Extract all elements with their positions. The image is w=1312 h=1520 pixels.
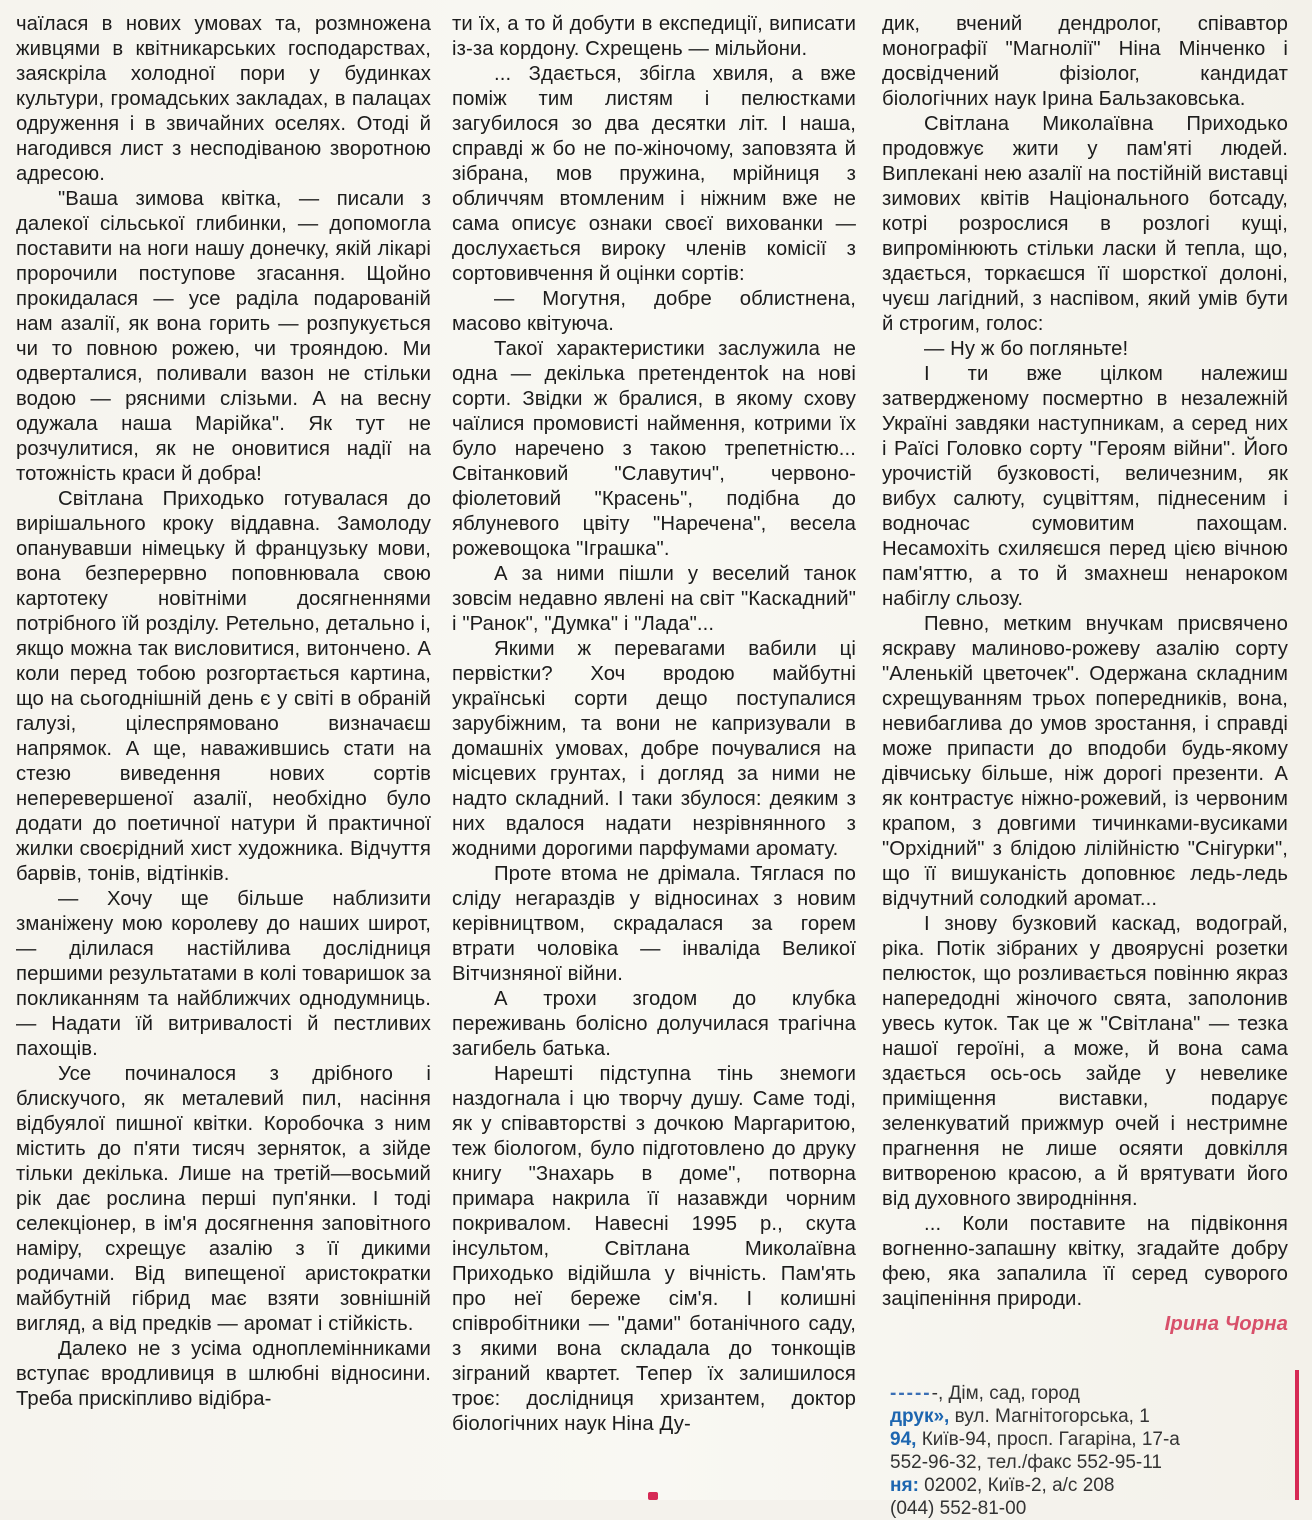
imprint-label: друк», <box>890 1406 950 1427</box>
publisher-imprint <box>890 1382 1290 1519</box>
paragraph: Певно, метким внучкам присвячено яскраву малиново-рожеву азалію сорту "Аленькій цветочек". Одержана складним схрещуванням трьох попередників, вона, невибаглива до умов зростання, і справді може припасти до вподоби будь-якому дівчиську більше, ніж дорогі презенти. А як контрастує ніжно-рожевий, із червоним крапом, з довгими тичинками-вусиками "Орхідний" з блідою лілійністю "Снігурки", що її вишуканість доповнює ледь-ледь відчутний солодкий аромат... <box>882 613 1288 910</box>
paragraph: ... Здається, збігла хвиля, а вже поміж тим листям і пелюстками загубилося зо два десятки літ. І наша, справді ж бо не по-жіночому, заповзята й зібрана, мов пружина, мрійниця з обличчям втомленим і ніжним вже не сама описує ознаки своєї вихованки — дослухається вироку членів комісії з сортовивчення й оцінки сортів: <box>452 63 856 285</box>
page-edge-bar <box>1295 1370 1299 1500</box>
paragraph: "Ваша зимова квітка, — писали з далекої сільської глибинки, — допомогла поставити на ноги нашу донечку, якій лікарі пророчили поступове згасання. Щойно прокидалася — усе раділа подарованій нам азалії, як вона горить — розпукується чи то повною рожею, чи трояндою. Ми одверталися, поливали вазон не стільки водою — рясними слізьми. А на весну одужала наша Марійка". Як тут не розчулитися, як не оновитися надії на тотожність краси й добра! <box>16 188 431 485</box>
paragraph: дик, вчений дендролог, співавтор монографії "Магнолії" Ніна Мінченко і досвідчений фізіолог, кандидат біологічних наук Ірина Бальзаковська. <box>882 13 1288 110</box>
imprint-line <box>890 1497 1290 1519</box>
paragraph: — Хочу ще більше наблизити зманіжену мою королеву до наших широт, — ділилася настійлива дослідниця першими результатами в колі товаришок за покликанням та найближчих однодумниць. — Надати їй витривалості й пестливих пахощів. <box>16 888 431 1060</box>
paragraph: — Могутня, добре облистнена, масово квітуюча. <box>452 288 856 335</box>
article-column-1 <box>16 12 431 1412</box>
imprint-text: (044) 552-81-00 <box>890 1498 1027 1519</box>
imprint-text: Київ-94, просп. Гагаріна, 17-а <box>921 1429 1180 1450</box>
paragraph: ти їх, а то й добути в експедиції, виписати із-за кордону. Схрещень — мільйони. <box>452 13 856 60</box>
paragraph: А за ними пішли у веселий танок зовсім недавно явлені на світ "Каскадний" і "Ранок", "Думка" і "Лада"... <box>452 563 856 635</box>
paragraph: — Ну ж бо погляньте! <box>924 338 1129 360</box>
paragraph: І ти вже цілком належиш затвердженому посмертно в незалежній Україні завдяки наступникам, а серед них і Раїсі Головко сорту "Героям війни". Його урочистій бузковості, величезним, як вибух салюту, суцвіттям, піднесеним і водночас сумовитим пахощам. Несамохіть схиляєшся перед цією вічною пам'яттю, а то й змахнеш ненароком набіглу сльозу. <box>882 363 1288 610</box>
imprint-text: 552-96-32, тел./факс 552-95-11 <box>890 1452 1162 1473</box>
imprint-label: 94, <box>890 1429 917 1450</box>
imprint-line <box>890 1474 1290 1497</box>
imprint-line <box>890 1428 1290 1451</box>
page-corner-mark <box>648 1492 658 1500</box>
imprint-text: вул. Магнітогорська, 1 <box>954 1406 1150 1427</box>
paragraph: Якими ж перевагами вабили ці первістки? Хоч вродою майбутні українські сорти дещо поступалися зарубіжним, та вони не капризували в домашніх умовах, добре почувалися на місцевих грунтах, і догляд за ними не надто складний. І таки збулося: деяким з них вдалося надати незрівнянного з жодними дорогими парфумами аромату. <box>452 638 856 860</box>
paragraph: чаїлася в нових умовах та, розмножена живцями в квітникарських господарствах, заяскріла холодної пори у будинках культури, громадських закладах, в палацах одруження і в звичайних оселях. Отоді й нагодився лист з несподіваною зворотною адресою. <box>16 13 431 185</box>
imprint-line <box>890 1405 1290 1428</box>
paragraph: Далеко не з усіма одноплемінниками вступає вродливиця в шлюбні відносини. Треба прискіпливо відібра- <box>16 1338 431 1410</box>
imprint-line <box>890 1451 1290 1474</box>
paragraph: А трохи згодом до клубка переживань болісно долучилася трагічна загибель батька. <box>452 988 856 1060</box>
paragraph: Проте втома не дрімала. Тяглася по сліду негараздів у відносинах з новим керівництвом, скрадалася за горем втрати чоловіка — інваліда Великої Вітчизняної війни. <box>452 863 856 985</box>
paragraph: Нарешті підступна тінь знемоги наздогнала і цю творчу душу. Саме тоді, як у співавторстві з дочкою Маргаритою, теж біологом, було підготовлено до друку книгу "Знахарь в доме", потворна примара накрила її назавжди чорним покривалом. Навесні 1995 р., скута інсультом, Світлана Миколаївна Приходько відійшла у вічність. Пам'ять про неї береже сім'я. І колишні співробітники — "дами" ботанічного саду, з якими вона складала до тонкощів зіграний квартет. Тепер їх залишилося троє: дослідниця хризантем, доктор біологічних наук Ніна Ду- <box>452 1063 856 1435</box>
paragraph: І знову бузковий каскад, водограй, ріка. Потік зібраних у двоярусні розетки пелюсток, що розливається повінню якраз напередодні жіночого свята, заполонив увесь куток. Так це ж "Світлана" — тезка нашої героїні, а може, й вона сама здається ось-ось зайде у невелике приміщення виставки, подарує зеленкуватий прижмур очей і нестримне прагнення не лише осяяти довкілля витвореною красою, а й врятувати його від духовного звиродніння. <box>882 913 1288 1210</box>
article-author: Ірина Чорна <box>1164 1313 1288 1335</box>
paragraph: Світлана Миколаївна Приходько продовжує жити у пам'яті людей. Виплекані нею азалії на постійній виставці зимових квітів Національного ботсаду, котрі розрослися в розлогі кущі, випромінюють стільки ласки й тепла, що, здається, торкаєшся її шорсткої долоні, чуєш лагідний, з наспівом, який умів бути й строгим, голос: <box>882 113 1288 335</box>
article-column-2 <box>452 12 856 1437</box>
imprint-text: -, Дім, сад, город <box>931 1383 1080 1404</box>
article-column-3 <box>882 12 1288 1337</box>
paragraph: Такої характеристики заслужила не одна — декілька претендентok на нові сорти. Звідки ж бралися, в якому схову чаїлися промовисті наймення, котрими їх було наречено з такою трепетністю... Світанковий "Славутич", червоно-фіолетовий "Красень", подібна до яблуневого цвіту "Наречена", весела рожевощока "Іграшка". <box>452 338 856 560</box>
imprint-text: 02002, Київ-2, а/с 208 <box>924 1475 1115 1496</box>
imprint-line <box>890 1382 1290 1405</box>
imprint-label: ня: <box>890 1475 919 1496</box>
paragraph: ... Коли поставите на підвіконня вогненно-запашну квітку, згадайте добру фею, яка запалила її серед суворого заціпеніння природи. <box>882 1213 1288 1310</box>
paragraph: Усе починалося з дрібного і блискучого, як металевий пил, насіння відбуялої пишної квітки. Коробочка з ним містить до п'яти тисяч зерняток, а зійде тільки декілька. Лише на третій—восьмий рік дає рослина перші пуп'янки. І тоді селекціонер, в ім'я досягнення заповітного наміру, схрещує азалію з її дикими родичами. Від випещеної аристократки майбутній гібрид має взяти зовнішній вигляд, а від предків — аромат і стійкість. <box>16 1063 431 1335</box>
imprint-dashes: ----- <box>890 1383 932 1404</box>
paragraph: Світлана Приходько готувалася до вирішального кроку віддавна. Замолоду опанувавши німецьку й французьку мови, вона безперервно поповнювала свою картотеку новітніми досягненнями потрібного їй розділу. Ретельно, детально і, якщо можна так висловитися, витончено. А коли перед тобою розгортається картина, що на сьогоднішній день є у світі в обраній галузі, цілеспрямовано визначаєш напрямок. А ще, наважившись стати на стезю виведення нових сортів неперевершеної азалії, необхідно було додати до поетичної натури й практичної жилки своєрідний хист художника. Відчуття барвів, тонів, відтінків. <box>16 488 431 885</box>
